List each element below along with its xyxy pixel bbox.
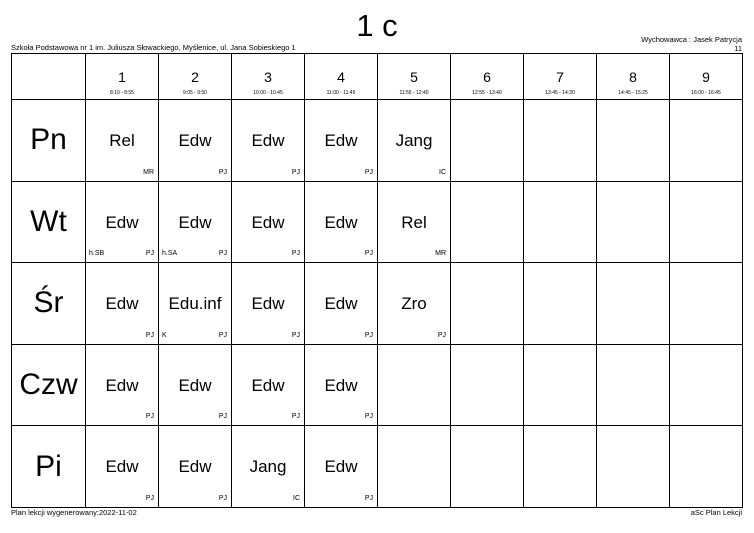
period-header-5: [378, 54, 451, 100]
lesson-cell: [159, 344, 232, 426]
lesson-subject: Edw: [178, 131, 212, 150]
period-time: 14:45 - 15:25: [618, 90, 648, 96]
day-name: Czw: [12, 344, 86, 426]
period-header-3: [232, 54, 305, 100]
empty-cell: [670, 181, 743, 263]
lesson-cell: [378, 100, 451, 182]
lesson-teacher: PJ: [364, 494, 373, 502]
lesson-subject: Zro: [401, 294, 427, 314]
day-row: [12, 426, 743, 508]
period-time: 13:45 - 14:30: [545, 90, 575, 96]
empty-cell: [670, 344, 743, 426]
lesson-subject: Edw: [324, 457, 358, 477]
lesson-teacher: PJ: [364, 250, 373, 258]
empty-cell: [524, 100, 597, 182]
lesson-cell: [305, 344, 378, 426]
lesson-teacher: PJ: [145, 494, 154, 502]
lesson-subject: Edw: [324, 375, 358, 395]
school-name: Szkoła Podstawowa nr 1 im. Juliusza Słowackiego, Myślenice, ul. Jana Sobieskiego 1: [11, 43, 296, 52]
lesson-subject: Edw: [105, 457, 139, 477]
period-time: 10:00 - 10:45: [253, 90, 283, 96]
day-row: [12, 263, 743, 345]
lesson-subject: Rel: [401, 212, 427, 232]
lesson-subject: Rel: [109, 131, 135, 150]
period-number: 3: [264, 69, 272, 85]
lesson-teacher: PJ: [145, 331, 154, 339]
lesson-subject: Edw: [251, 212, 285, 232]
lesson-subject: Edw: [251, 375, 285, 395]
lesson-teacher: PJ: [291, 250, 300, 258]
lesson-teacher: PJ: [218, 494, 227, 502]
period-header-4: [305, 54, 378, 100]
lesson-teacher: MR: [435, 250, 446, 258]
period-header-6: [451, 54, 524, 100]
period-time: 8:10 - 8:55: [110, 90, 134, 96]
period-header-row: [12, 54, 743, 100]
period-header-2: [159, 54, 232, 100]
lesson-cell: [86, 100, 159, 182]
lesson-subject: Edw: [105, 212, 139, 232]
empty-cell: [597, 263, 670, 345]
lesson-group: K: [162, 331, 167, 339]
lesson-group: h.SB: [89, 250, 105, 258]
lesson-subject: Edw: [178, 457, 212, 477]
lesson-cell: [159, 100, 232, 182]
lesson-teacher: PJ: [364, 331, 373, 339]
day-row: [12, 181, 743, 263]
lesson-cell: [159, 426, 232, 508]
empty-cell: [524, 426, 597, 508]
homeroom-teacher: Wychowawca : Jasek Patrycja: [641, 35, 742, 44]
lesson-cell: [378, 263, 451, 345]
empty-cell: [670, 426, 743, 508]
lesson-cell: [305, 426, 378, 508]
empty-cell: [670, 263, 743, 345]
lesson-cell: [86, 344, 159, 426]
lesson-teacher: IC: [293, 494, 300, 502]
app-name: aSc Plan Lekcji: [690, 508, 742, 517]
lesson-teacher: PJ: [145, 250, 154, 258]
lesson-teacher: PJ: [218, 331, 227, 339]
lesson-cell: [159, 263, 232, 345]
lesson-cell: [232, 100, 305, 182]
empty-cell: [597, 100, 670, 182]
day-row: [12, 100, 743, 182]
lesson-teacher: PJ: [437, 331, 446, 339]
period-header-1: [86, 54, 159, 100]
empty-cell: [524, 344, 597, 426]
empty-cell: [451, 100, 524, 182]
period-time: 16:00 - 16:45: [691, 90, 721, 96]
period-number: 4: [337, 69, 345, 85]
lesson-subject: Edw: [324, 131, 358, 150]
empty-cell: [451, 181, 524, 263]
generated-date: Plan lekcji wygenerowany:2022-11-02: [11, 508, 137, 517]
day-name: Śr: [12, 263, 86, 345]
period-header-9: [670, 54, 743, 100]
lesson-teacher: PJ: [291, 168, 300, 176]
empty-cell: [378, 344, 451, 426]
lesson-subject: Edw: [324, 212, 358, 232]
period-number: 8: [629, 69, 637, 85]
empty-cell: [597, 181, 670, 263]
lesson-cell: [232, 426, 305, 508]
lesson-subject: Edw: [251, 131, 285, 150]
lesson-teacher: PJ: [218, 413, 227, 421]
lesson-subject: Jang: [395, 131, 433, 150]
day-name: Wt: [12, 181, 86, 263]
period-time: 12:55 - 13:40: [472, 90, 502, 96]
lesson-subject: Edu.inf: [168, 294, 222, 314]
lesson-subject: Edw: [105, 375, 139, 395]
period-header-8: [597, 54, 670, 100]
period-time: 11:55 - 12:40: [399, 90, 429, 96]
period-number: 5: [410, 69, 418, 85]
period-time: 11:00 - 11:45: [326, 90, 356, 96]
empty-cell: [451, 263, 524, 345]
lesson-subject: Edw: [178, 375, 212, 395]
lesson-subject: Jang: [249, 457, 287, 477]
day-name: Pi: [12, 426, 86, 508]
period-number: 1: [118, 69, 126, 85]
empty-cell: [597, 426, 670, 508]
lesson-subject: Edw: [251, 294, 285, 314]
lesson-teacher: IC: [439, 168, 446, 176]
lesson-teacher: PJ: [145, 413, 154, 421]
period-time: 9:05 - 9:50: [183, 90, 207, 96]
period-number: 2: [191, 69, 199, 85]
lesson-teacher: PJ: [218, 250, 227, 258]
lesson-group: h.SA: [162, 250, 178, 258]
lesson-cell: [159, 181, 232, 263]
lesson-cell: [86, 263, 159, 345]
lesson-cell: [86, 426, 159, 508]
class-title: 1 c: [356, 8, 398, 43]
empty-cell: [451, 426, 524, 508]
room-number: 11: [734, 44, 742, 53]
lesson-teacher: MR: [143, 168, 154, 176]
empty-cell: [451, 344, 524, 426]
period-number: 9: [702, 69, 710, 85]
empty-cell: [378, 426, 451, 508]
day-name: Pn: [12, 100, 86, 182]
lesson-subject: Edw: [324, 294, 358, 314]
corner-cell: [12, 54, 86, 100]
lesson-subject: Edw: [178, 212, 212, 232]
lesson-teacher: PJ: [218, 168, 227, 176]
lesson-cell: [232, 263, 305, 345]
lesson-cell: [232, 344, 305, 426]
lesson-cell: [378, 181, 451, 263]
period-number: 7: [556, 69, 564, 85]
lesson-teacher: PJ: [364, 413, 373, 421]
lesson-cell: [305, 100, 378, 182]
day-row: [12, 344, 743, 426]
lesson-cell: [232, 181, 305, 263]
lesson-teacher: PJ: [291, 331, 300, 339]
period-number: 6: [483, 69, 491, 85]
empty-cell: [597, 344, 670, 426]
period-header-7: [524, 54, 597, 100]
lesson-teacher: PJ: [291, 413, 300, 421]
empty-cell: [670, 100, 743, 182]
empty-cell: [524, 263, 597, 345]
lesson-cell: [305, 263, 378, 345]
lesson-cell: [86, 181, 159, 263]
lesson-subject: Edw: [105, 294, 139, 314]
timetable-grid: [11, 53, 743, 508]
lesson-cell: [305, 181, 378, 263]
lesson-teacher: PJ: [364, 168, 373, 176]
empty-cell: [524, 181, 597, 263]
timetable-body: [12, 100, 743, 508]
